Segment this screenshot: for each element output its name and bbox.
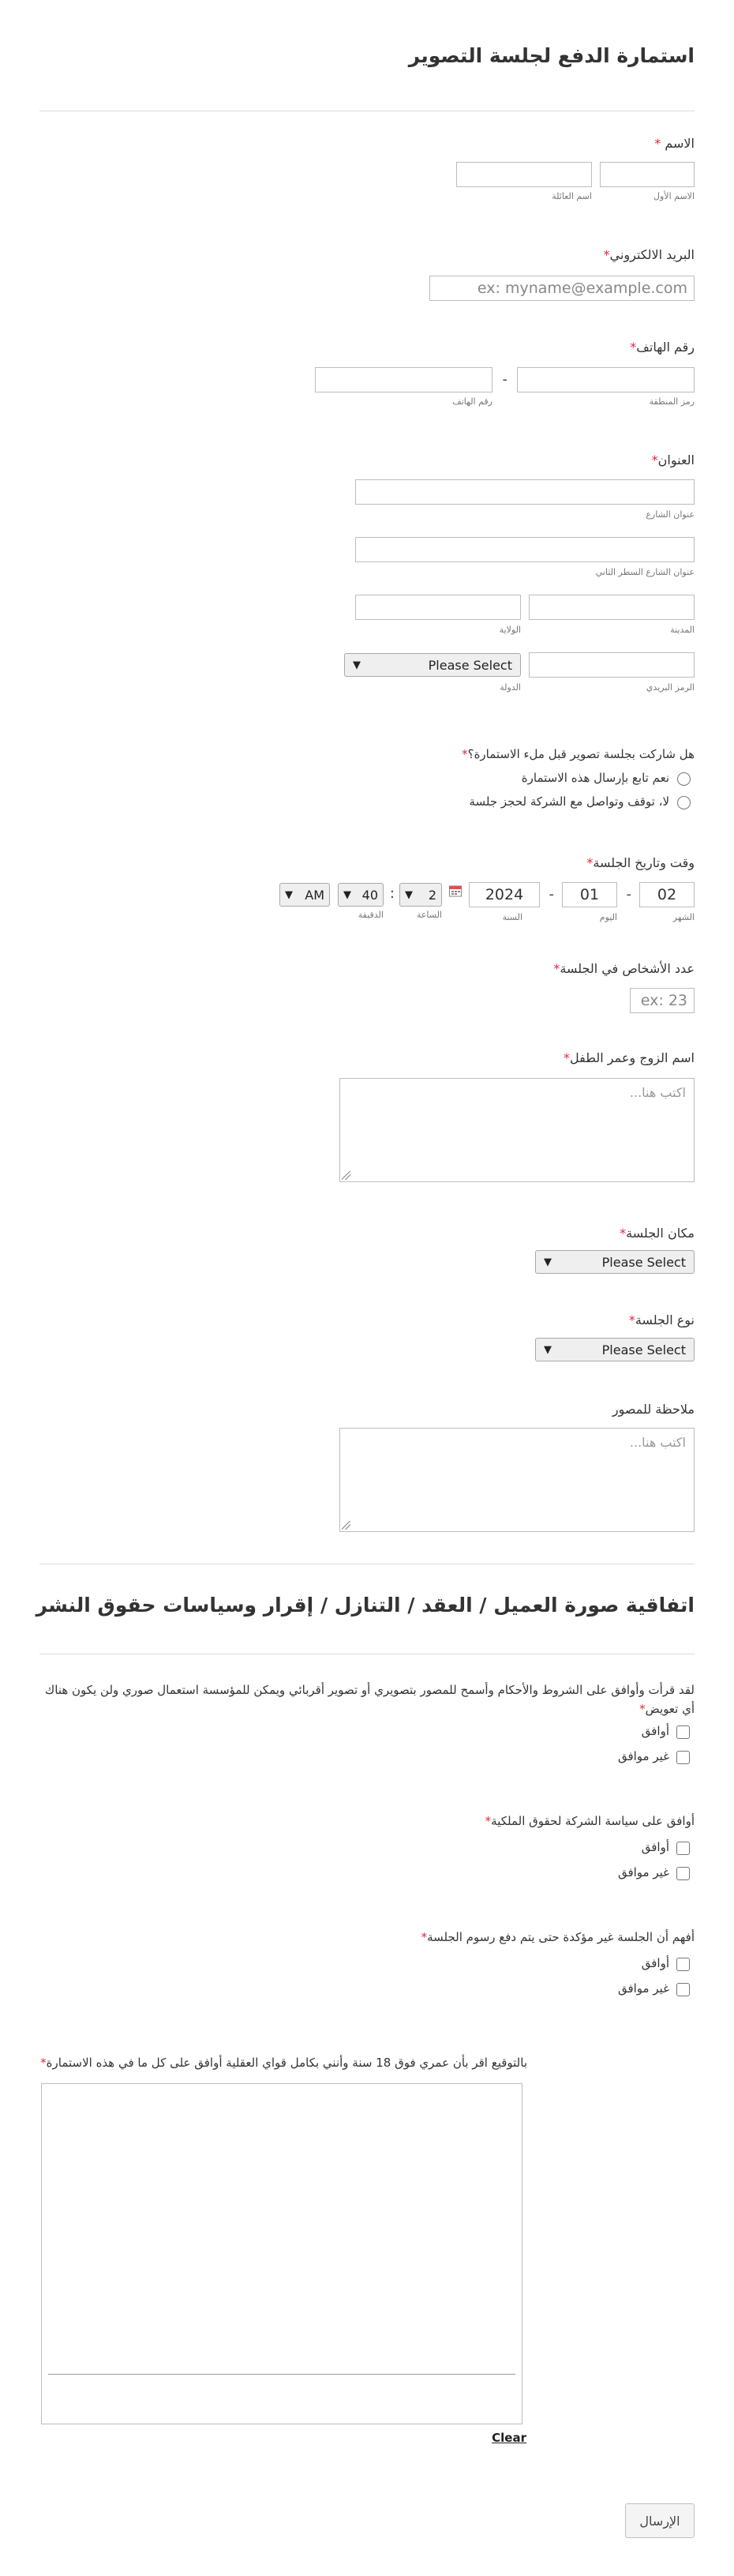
copyright-disagree-checkbox[interactable] <box>676 1867 690 1880</box>
street2-input[interactable] <box>355 537 695 562</box>
note-label: ملاحظة للمصور <box>612 1402 695 1417</box>
copyright-agree-label: أوافق <box>641 1840 669 1854</box>
phone-dash: - <box>502 371 507 388</box>
ampm-select[interactable]: ▼ AM <box>279 883 330 907</box>
date-dash-2: - <box>549 886 554 903</box>
first-name-sublabel: الاسم الأول <box>653 191 695 201</box>
last-name-input[interactable] <box>456 162 592 187</box>
country-select[interactable]: ▼ Please Select <box>344 653 521 677</box>
date-dash-1: - <box>626 886 631 903</box>
type-label: نوع الجلسة* <box>628 1312 695 1327</box>
email-label: البريد الالكتروني* <box>603 247 695 262</box>
payment-agree-checkbox[interactable] <box>676 1958 690 1971</box>
submit-button[interactable]: الإرسال <box>625 2503 695 2538</box>
type-select[interactable]: ▼ Please Select <box>535 1338 695 1361</box>
place-label: مكان الجلسة* <box>620 1226 695 1241</box>
hour-select[interactable]: ▼ 2 <box>399 883 442 907</box>
street-input[interactable] <box>355 479 695 505</box>
name-label: الاسم * <box>654 136 695 151</box>
last-name-sublabel: اسم العائلة <box>552 191 592 201</box>
minute-select[interactable]: ▼ 40 <box>338 883 384 907</box>
signature-label: بالتوقيع اقر بأن عمري فوق 18 سنة وأنني بكامل قواي العقلية أوافق على كل ما في هذه الاستمارة* <box>40 2056 527 2070</box>
payment-disagree-label: غير موافق <box>617 1981 669 1996</box>
phone-label: رقم الهاتف* <box>630 340 695 355</box>
radio-yes[interactable] <box>677 772 691 786</box>
zip-sublabel: الرمز البريدي <box>646 682 695 693</box>
chevron-down-icon: ▼ <box>544 1256 552 1268</box>
state-sublabel: الولاية <box>499 625 521 635</box>
chevron-down-icon: ▼ <box>544 1343 552 1356</box>
chevron-down-icon: ▼ <box>285 888 293 901</box>
first-name-input[interactable] <box>600 162 695 187</box>
spouse-label: اسم الزوج وعمر الطفل* <box>564 1050 695 1065</box>
radio-no-label: لا، توقف وتواصل مع الشركة لحجز جلسة <box>469 794 669 809</box>
previous-session-label: هل شاركت بجلسة تصوير قبل ملء الاستمارة؟* <box>462 747 695 761</box>
day-input[interactable]: 01 <box>562 882 617 907</box>
zip-input[interactable] <box>529 652 695 678</box>
street2-sublabel: عنوان الشارع السطر الثاني <box>595 567 695 577</box>
form-title: استمارة الدفع لجلسة التصوير <box>408 44 695 67</box>
payment-disagree-checkbox[interactable] <box>676 1983 690 1996</box>
terms-agree-label: أوافق <box>641 1724 669 1738</box>
time-colon: : <box>389 885 395 902</box>
chevron-down-icon: ▼ <box>405 888 413 901</box>
note-textarea[interactable]: اكتب هنا... <box>339 1428 695 1532</box>
place-select[interactable]: ▼ Please Select <box>535 1250 695 1274</box>
chevron-down-icon: ▼ <box>353 659 361 671</box>
month-sublabel: الشهر <box>672 912 695 922</box>
people-label: عدد الأشخاص في الجلسة* <box>553 961 695 976</box>
copyright-disagree-label: غير موافق <box>617 1865 669 1879</box>
agreement-title: اتفاقية صورة العميل / العقد / التنازل / إقرار وسياسات حقوق النشر <box>36 1594 695 1617</box>
phone-number-sublabel: رقم الهاتف <box>452 396 492 407</box>
copyright-agree-checkbox[interactable] <box>676 1842 690 1855</box>
day-sublabel: اليوم <box>599 912 617 922</box>
year-input[interactable]: 2024 <box>469 882 540 907</box>
terms-agree-checkbox[interactable] <box>676 1725 690 1739</box>
month-input[interactable]: 02 <box>639 882 695 907</box>
terms-question: لقد قرأت وأوافق على الشروط والأحكام وأسمح للمصور بتصويري أو تصوير أقربائي ويمكن للمؤسسة استعمال صوري ولن يكون هناك أي تعويض* <box>44 1683 695 1716</box>
people-input[interactable]: ex: 23 <box>630 988 695 1013</box>
area-code-sublabel: رمز المنطقة <box>649 396 695 407</box>
signature-baseline <box>48 2374 515 2375</box>
city-input[interactable] <box>529 595 695 620</box>
country-sublabel: الدولة <box>500 682 521 693</box>
datetime-label: وقت وتاريخ الجلسة* <box>586 855 695 870</box>
phone-number-input[interactable] <box>315 367 492 392</box>
clear-signature-link[interactable]: Clear <box>492 2431 526 2445</box>
address-label: العنوان* <box>651 452 695 468</box>
city-sublabel: المدينة <box>670 625 695 635</box>
spouse-textarea[interactable]: اكتب هنا... <box>339 1078 695 1182</box>
signature-pad[interactable] <box>41 2083 522 2424</box>
email-input[interactable]: ex: myname@example.com <box>429 276 695 301</box>
radio-yes-label: نعم تابع بإرسال هذه الاستمارة <box>521 771 669 785</box>
year-sublabel: السنة <box>502 912 522 922</box>
radio-no[interactable] <box>677 796 691 809</box>
chevron-down-icon: ▼ <box>343 888 351 901</box>
street-sublabel: عنوان الشارع <box>646 509 695 520</box>
resize-grip-icon[interactable] <box>342 1171 350 1180</box>
terms-disagree-checkbox[interactable] <box>676 1751 690 1764</box>
calendar-icon[interactable] <box>448 884 462 898</box>
payment-question: أفهم أن الجلسة غير مؤكدة حتى يتم دفع رسوم الجلسة* <box>421 1930 695 1944</box>
state-input[interactable] <box>355 595 521 620</box>
payment-agree-label: أوافق <box>641 1956 669 1970</box>
minute-sublabel: الدقيقة <box>358 910 384 920</box>
area-code-input[interactable] <box>517 367 695 392</box>
copyright-question: أوافق على سياسة الشركة لحقوق الملكية* <box>485 1814 695 1828</box>
terms-disagree-label: غير موافق <box>617 1749 669 1763</box>
hour-sublabel: الساعة <box>416 910 442 920</box>
resize-grip-icon[interactable] <box>342 1521 350 1530</box>
